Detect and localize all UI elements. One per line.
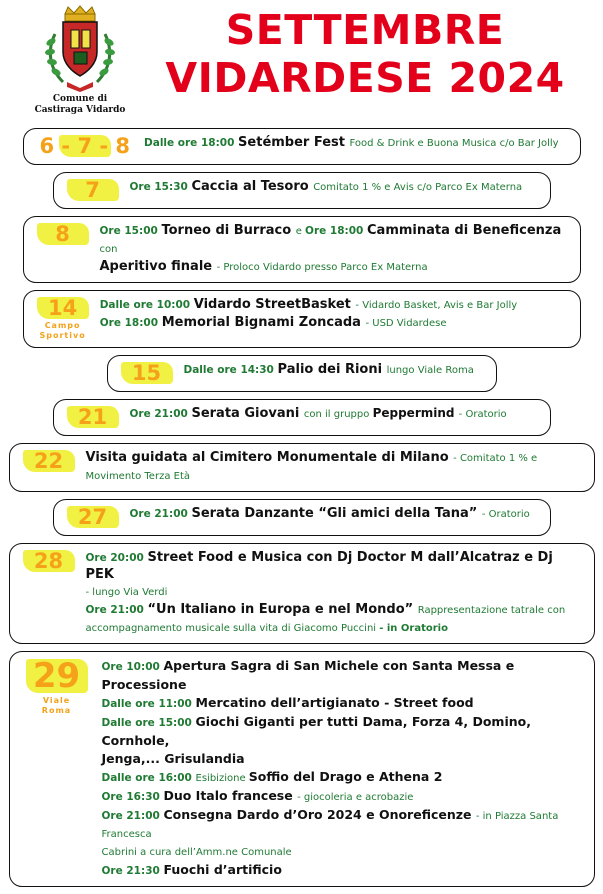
event-line xyxy=(100,222,570,258)
event-day-number: 14 xyxy=(47,296,78,320)
event-description xyxy=(122,178,540,196)
event-name: “Un Italiano in Europa e nel Mondo” xyxy=(147,602,418,617)
event-day-number: 21 xyxy=(77,405,108,429)
event-name: Camminata di Beneficenza xyxy=(367,223,562,238)
event-day-column xyxy=(118,361,176,385)
event-day-column xyxy=(34,134,137,158)
event-name: Setémber Fest xyxy=(238,135,350,150)
event-line xyxy=(130,178,540,196)
event-line xyxy=(86,619,584,637)
event-row xyxy=(9,543,595,644)
event-description xyxy=(136,134,569,152)
event-organizer: con il gruppo xyxy=(303,409,373,420)
event-day-number: 6 - 7 - 8 xyxy=(39,134,131,158)
event-description xyxy=(92,296,570,332)
event-organizer: - Vidardo Basket, Avis e Bar Jolly xyxy=(355,300,518,311)
events-list xyxy=(0,128,603,894)
event-day-column xyxy=(64,405,122,429)
event-day-number: 27 xyxy=(77,505,108,529)
event-line xyxy=(102,694,584,713)
event-organizer: - Oratorio xyxy=(481,509,530,520)
event-organizer: - giocoleria e acrobazie xyxy=(297,792,414,803)
event-row xyxy=(23,216,581,283)
event-line xyxy=(86,549,584,583)
event-day-number: 22 xyxy=(33,449,64,473)
event-name: Vidardo StreetBasket xyxy=(193,297,356,312)
event-description xyxy=(176,361,486,379)
event-day-number: 15 xyxy=(131,361,162,385)
event-organizer: - lungo Via Verdi xyxy=(85,587,168,598)
event-time: Dalle ore 11:00 xyxy=(101,698,196,710)
poster-header xyxy=(0,0,603,128)
crest-caption-line1: Comune di xyxy=(52,94,108,104)
event-day-number: 8 xyxy=(55,222,70,246)
event-name: Memorial Bignami Zoncada xyxy=(161,315,366,330)
event-name: Duo Italo francese xyxy=(163,788,298,803)
event-line xyxy=(102,657,584,694)
event-line xyxy=(86,601,584,619)
event-row xyxy=(9,443,595,492)
event-row xyxy=(23,128,581,165)
event-name: Mercatino dell’artigianato - Street food xyxy=(195,695,474,710)
event-venue-label: Viale Roma xyxy=(41,696,72,715)
event-day-column xyxy=(34,296,92,341)
event-day-number: 28 xyxy=(33,549,64,573)
event-organizer: Esibizione xyxy=(195,773,249,784)
event-name: Aperitivo finale xyxy=(99,259,217,274)
comune-crest xyxy=(26,4,134,116)
event-description xyxy=(78,449,584,485)
event-name: Street Food e Musica con Dj Doctor M dall’Alcatraz e Dj PEK xyxy=(85,550,553,582)
event-line xyxy=(102,806,584,843)
event-name: Consegna Dardo d’Oro 2024 e Onoreficenze xyxy=(163,807,476,822)
event-name: Giochi Giganti per tutti Dama, Forza 4, Domino, Cornhole, xyxy=(101,714,531,748)
event-name: Peppermind xyxy=(372,406,459,420)
event-row xyxy=(53,399,551,436)
event-name: Apertura Sagra di San Michele con Santa Messa e Processione xyxy=(101,658,515,692)
event-organizer: accompagnamento musicale sulla vita di Giacomo Puccini xyxy=(85,623,380,634)
event-organizer: - USD Vidardese xyxy=(365,318,447,329)
event-line xyxy=(102,861,584,880)
event-line xyxy=(100,258,570,276)
event-line xyxy=(102,713,584,750)
event-time: Ore 18:00 xyxy=(305,225,368,237)
event-line xyxy=(184,361,486,379)
event-description xyxy=(122,505,540,523)
event-time: Ore 21:00 xyxy=(101,810,164,822)
event-name: Torneo di Burraco xyxy=(161,223,296,238)
event-organizer: Cabrini a cura dell’Amm.ne Comunale xyxy=(101,847,292,858)
event-name: Fuochi d’artificio xyxy=(163,862,282,877)
event-day-column xyxy=(20,657,94,716)
event-name: Soffio del Drago e Athena 2 xyxy=(248,769,443,784)
event-row xyxy=(107,355,497,392)
page-title xyxy=(135,6,595,102)
event-time: Ore 21:30 xyxy=(101,865,164,877)
event-name: Serata Giovani xyxy=(191,406,304,421)
event-time: Dalle ore 15:00 xyxy=(101,717,196,729)
event-organizer: Comitato 1 % e Avis c/o Parco Ex Materna xyxy=(313,182,523,193)
event-day-number: 29 xyxy=(32,656,81,696)
event-day-column xyxy=(34,222,92,246)
title-line-2: VIDARDESE 2024 xyxy=(165,54,565,102)
event-description xyxy=(94,657,584,880)
event-time: Dalle ore 14:30 xyxy=(183,364,278,376)
event-line xyxy=(100,314,570,332)
event-description xyxy=(78,549,584,637)
event-name: Jenga,... Grisulandia xyxy=(101,751,245,766)
event-organizer: con xyxy=(99,244,118,255)
event-organizer: - in Piazza Santa Francesca xyxy=(101,811,559,840)
event-venue-label: Campo Sportivo xyxy=(39,321,86,340)
event-line xyxy=(102,750,584,768)
event-line xyxy=(102,787,584,806)
event-time: Dalle ore 10:00 xyxy=(99,299,194,311)
event-organizer: - Oratorio xyxy=(458,409,507,420)
event-day-column xyxy=(20,549,78,573)
title-line-1: SETTEMBRE xyxy=(225,6,505,54)
event-time: Ore 16:30 xyxy=(101,791,164,803)
event-row xyxy=(23,290,581,348)
event-time: Ore 18:00 xyxy=(99,317,162,329)
event-name: Palio dei Rioni xyxy=(277,362,387,377)
event-line xyxy=(86,449,584,485)
event-time: Ore 21:00 xyxy=(85,604,148,616)
event-organizer: - Proloco Vidardo presso Parco Ex Materna xyxy=(216,262,428,273)
event-organizer: - Comitato 1 % e Movimento Terza Età xyxy=(85,453,538,482)
event-time: Dalle ore 16:00 xyxy=(101,772,196,784)
event-day-number: 7 xyxy=(85,178,100,202)
event-line xyxy=(130,505,540,523)
event-row xyxy=(53,499,551,536)
event-line xyxy=(102,768,584,787)
event-time: Ore 21:00 xyxy=(129,408,192,420)
event-organizer: Rappresentazione tatrale con xyxy=(417,605,566,616)
event-line xyxy=(86,583,584,601)
event-time: Ore 20:00 xyxy=(85,552,148,564)
event-row xyxy=(9,651,595,887)
event-time: Ore 15:00 xyxy=(99,225,162,237)
crest-caption-line2: Castiraga Vidardo xyxy=(34,105,126,115)
event-organizer: - in Oratorio xyxy=(379,623,448,634)
event-time: Dalle ore 18:00 xyxy=(144,137,239,149)
event-day-column xyxy=(64,505,122,529)
coat-of-arms-icon xyxy=(43,4,117,92)
event-description xyxy=(92,222,570,276)
event-organizer: Food & Drink e Buona Musica c/o Bar Jolly xyxy=(349,138,559,149)
event-line xyxy=(144,134,569,152)
event-line xyxy=(100,296,570,314)
event-time: Ore 10:00 xyxy=(101,661,164,673)
crest-caption xyxy=(26,94,134,116)
event-name: Visita guidata al Cimitero Monumentale di Milano xyxy=(85,450,454,465)
event-line xyxy=(102,843,584,861)
event-organizer: lungo Viale Roma xyxy=(386,365,474,376)
event-day-column xyxy=(64,178,122,202)
event-row xyxy=(53,172,551,209)
event-name: Serata Danzante “Gli amici della Tana” xyxy=(191,506,482,521)
event-organizer: e xyxy=(295,226,306,237)
event-day-column xyxy=(20,449,78,473)
event-line xyxy=(130,405,540,423)
event-name: Caccia al Tesoro xyxy=(191,179,314,194)
event-time: Ore 21:00 xyxy=(129,508,192,520)
event-time: Ore 15:30 xyxy=(129,181,192,193)
event-description xyxy=(122,405,540,423)
